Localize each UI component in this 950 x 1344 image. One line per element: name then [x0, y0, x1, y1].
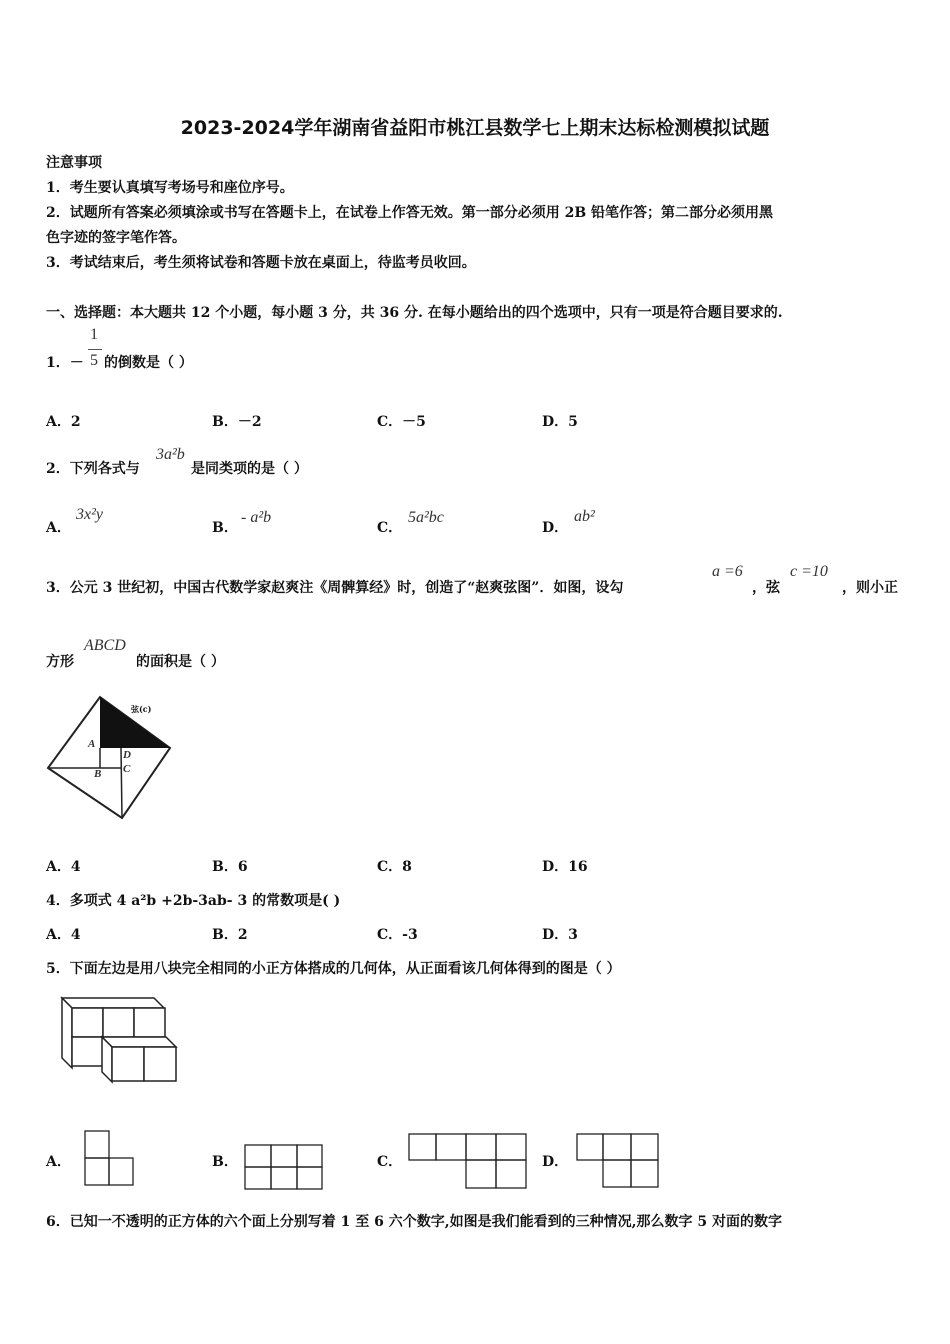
figure-d [577, 1134, 658, 1187]
q1-option-c: C．－5 [377, 414, 426, 430]
q1-prefix: 1．－ [46, 355, 84, 371]
q2-label-a: A． [46, 520, 71, 536]
q1-denominator: 5 [90, 352, 98, 369]
q2-option-c: 5a²bc [408, 509, 444, 526]
q2-expr: 3a²b [156, 446, 185, 463]
q5-label-b: B． [212, 1154, 238, 1170]
q4-option-d: D．3 [542, 927, 578, 943]
q4-option-a: A．4 [46, 927, 81, 943]
q4-option-b: B．2 [212, 927, 248, 943]
section-heading: 一、选择题：本大题共 12 个小题，每小题 3 分，共 36 分. 在每小题给出的四个选项中，只有一项是符合题目要求的. [46, 305, 783, 321]
q3-end: ，则小正 [842, 580, 898, 596]
q2-option-b: - a²b [241, 509, 272, 526]
q3-text: 3．公元 3 世纪初，中国古代数学家赵爽注《周髀算经》时，创造了“赵爽弦图”．如图，设勾 [46, 580, 624, 596]
q3-abcd: ABCD [84, 637, 126, 654]
notice-item: 2．试题所有答案必须填涂或书写在答题卡上，在试卷上作答无效。第一部分必须用 2B 铅笔作答；第二部分必须用黑 [46, 205, 774, 221]
q4-option-c: C．-3 [377, 927, 418, 943]
q1-numerator: 1 [90, 326, 98, 343]
q3-option-a: A．4 [46, 859, 81, 875]
q5-label-d: D． [542, 1154, 569, 1170]
label-d: D [123, 749, 131, 761]
q3-a: a =6 [712, 563, 743, 580]
q1-option-a: A．2 [46, 414, 81, 430]
q2-suffix: 是同类项的是（ ） [191, 461, 308, 477]
q6-text: 6．已知一不透明的正方体的六个面上分别写着 1 至 6 六个数字,如图是我们能看到的三种情况,那么数字 5 对面的数字 [46, 1214, 782, 1230]
q3-text-3: 的面积是（ ） [136, 654, 225, 670]
q5-label-c: C． [377, 1154, 403, 1170]
q1-option-d: D．5 [542, 414, 578, 430]
notice-heading: 注意事项 [46, 155, 102, 171]
figure-a [85, 1131, 133, 1185]
q5-text: 5．下面左边是用八块完全相同的小正方体搭成的几何体，从正面看该几何体得到的图是（ ） [46, 961, 621, 977]
q3-option-c: C．8 [377, 859, 412, 875]
q1-suffix: 的倒数是（ ） [104, 355, 193, 371]
q2-label-d: D． [542, 520, 569, 536]
figure-b [245, 1145, 322, 1189]
q4-text: 4．多项式 4 a²b +2b-3ab- 3 的常数项是( ) [46, 893, 341, 909]
q2-option-a: 3x²y [76, 506, 103, 523]
q2-label-c: C． [377, 520, 403, 536]
label-b: B [94, 768, 102, 780]
q2-label-b: B． [212, 520, 238, 536]
label-hypotenuse: 弦(c) [131, 704, 152, 714]
figure-c [409, 1134, 526, 1188]
q3-option-d: D．16 [542, 859, 588, 875]
page-title: 2023-2024学年湖南省益阳市桃江县数学七上期末达标检测模拟试题 [180, 117, 770, 139]
label-c: C [123, 763, 131, 775]
q3-text-2: 方形 [46, 654, 74, 670]
q3-option-b: B．6 [212, 859, 248, 875]
q1-option-b: B．－2 [212, 414, 262, 430]
notice-item: 3．考试结束后，考生须将试卷和答题卡放在桌面上，待监考员收回。 [46, 255, 476, 271]
q3-mid: ，弦 [752, 580, 780, 596]
q3-c: c =10 [790, 563, 828, 580]
notice-item: 1．考生要认真填写考场号和座位序号。 [46, 180, 294, 196]
q2-prefix: 2．下列各式与 [46, 461, 140, 477]
label-a: A [88, 738, 96, 750]
q5-label-a: A． [46, 1154, 71, 1170]
notice-item: 色字迹的签字笔作答。 [46, 230, 186, 246]
q2-option-d: ab² [574, 508, 595, 525]
